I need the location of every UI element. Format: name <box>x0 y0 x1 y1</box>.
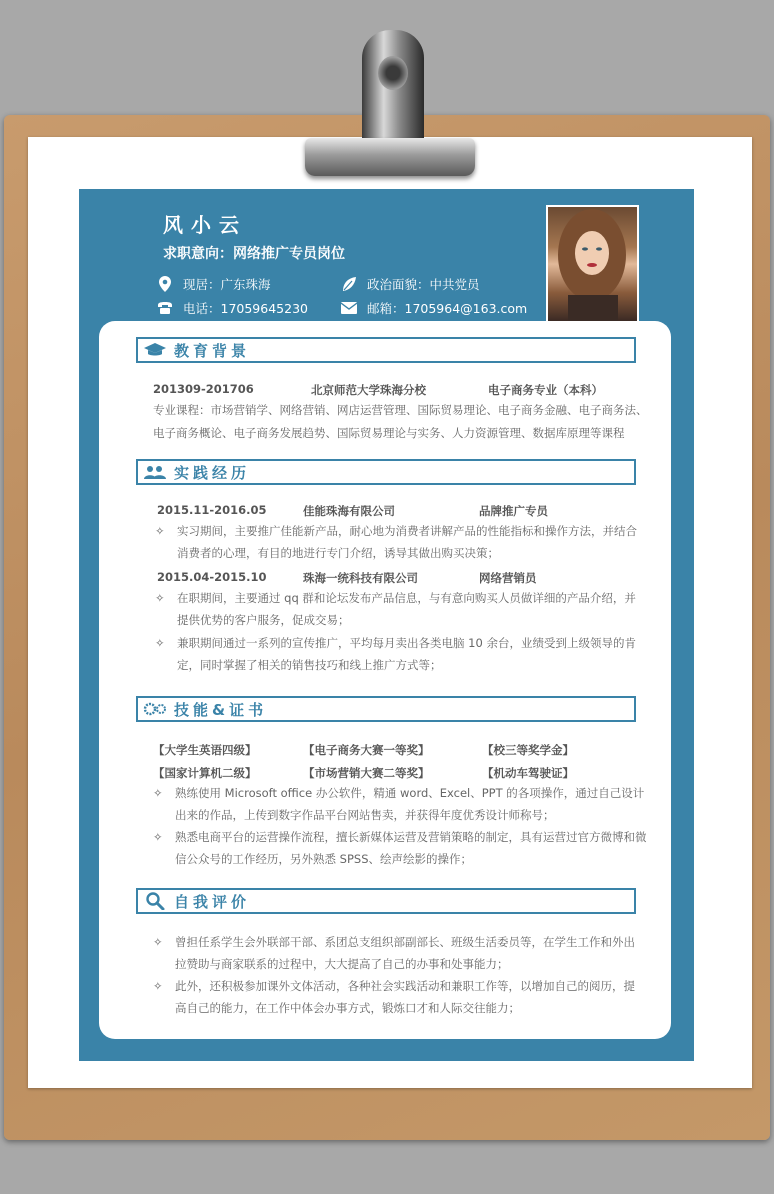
cert-3: 【校三等奖学金】 <box>482 743 574 757</box>
gears-icon <box>142 700 168 718</box>
people-icon <box>142 463 168 481</box>
job2-period: 2015.04-2015.10 <box>157 570 267 584</box>
self-eval-desc2-line2: 高自己的能力，在工作中体会办事方式，锻炼口才和人际交往能力； <box>175 1001 520 1015</box>
politics-info <box>341 275 480 293</box>
mail-icon <box>341 300 357 316</box>
bullet-mark-icon: ✧ <box>153 935 163 949</box>
phone-icon <box>157 300 173 316</box>
skills-desc1-line1: 熟练使用 Microsoft office 办公软件，精通 word、Excel、PPT 的各项操作，通过自己设计 <box>175 786 645 800</box>
job2-desc1-line1: 在职期间，主要通过 qq 群和论坛发布产品信息，与有意向购买人员做详细的产品介绍，并 <box>177 591 636 605</box>
profile-photo <box>546 205 639 323</box>
job1-period: 2015.11-2016.05 <box>157 503 267 517</box>
phone-info <box>157 299 308 317</box>
location-icon <box>157 276 173 292</box>
job1-company: 佳能珠海有限公司 <box>303 504 395 518</box>
edu-courses-line1: 专业课程：市场营销学、网络营销、网店运营管理、国际贸易理论、电子商务金融、电子商务法、 <box>153 403 648 417</box>
job2-desc1-line2: 提供优势的客户服务，促成交易； <box>177 613 350 627</box>
bullet-mark-icon: ✧ <box>155 591 165 605</box>
job2-position: 网络营销员 <box>479 571 537 585</box>
cert-2: 【电子商务大赛一等奖】 <box>303 743 430 757</box>
skills-desc1 <box>153 782 655 826</box>
section-practice-title <box>136 459 636 485</box>
leaf-icon <box>341 276 357 292</box>
section-education-label: 教育背景 <box>174 341 251 360</box>
job1-desc-line1: 实习期间，主要推广佳能新产品，耐心地为消费者讲解产品的性能指标和操作方法，并结合 <box>177 524 637 538</box>
job2-company: 珠海一统科技有限公司 <box>303 571 418 585</box>
job2-desc1 <box>155 587 657 631</box>
job2-desc2 <box>155 632 657 676</box>
politics-text: 政治面貌：中共党员 <box>367 277 480 292</box>
job2-desc2-line1: 兼职期间通过一系列的宣传推广，平均每月卖出各类电脑 10 余台，业绩受到上级领导的肯 <box>177 636 636 650</box>
section-education-title <box>136 337 636 363</box>
cert-6: 【机动车驾驶证】 <box>482 766 574 780</box>
section-skills-label: 技能&证书 <box>174 700 268 719</box>
bullet-mark-icon: ✧ <box>153 786 163 800</box>
self-eval-desc1-line1: 曾担任系学生会外联部干部、系团总支组织部副部长、班级生活委员等，在学生工作和外出 <box>175 935 635 949</box>
resume-header <box>79 189 694 339</box>
skills-desc1-line2: 出来的作品，上传到数字作品平台网站售卖，并获得年度优秀设计师称号； <box>175 808 555 822</box>
edu-school: 北京师范大学珠海分校 <box>311 383 426 397</box>
self-eval-desc2 <box>153 975 655 1019</box>
graduation-cap-icon <box>142 341 168 359</box>
edu-major: 电子商务专业（本科） <box>488 383 603 397</box>
job2-desc2-line2: 定，同时掌握了相关的销售技巧和线上推广方式等； <box>177 658 442 672</box>
bullet-mark-icon: ✧ <box>155 524 165 538</box>
edu-courses-line2: 电子商务概论、电子商务发展趋势、国际贸易理论与实务、人力资源管理、数据库原理等课程 <box>153 426 625 440</box>
self-eval-desc1-line2: 拉赞助与商家联系的过程中，大大提高了自己的办事和处事能力； <box>175 957 509 971</box>
section-self-eval-label: 自我评价 <box>174 892 251 911</box>
search-icon <box>142 892 168 910</box>
job1-position: 品牌推广专员 <box>479 504 548 518</box>
section-practice-label: 实践经历 <box>174 463 251 482</box>
cert-1: 【大学生英语四级】 <box>153 743 257 757</box>
bullet-mark-icon: ✧ <box>153 830 163 844</box>
binder-clip <box>305 138 475 176</box>
self-eval-desc2-line1: 此外，还积极参加课外文体活动，各种社会实践活动和兼职工作等，以增加自己的阅历，提 <box>175 979 635 993</box>
cert-4: 【国家计算机二级】 <box>153 766 257 780</box>
cert-5: 【市场营销大赛二等奖】 <box>303 766 430 780</box>
phone-text: 电话：17059645230 <box>183 301 308 316</box>
bullet-mark-icon: ✧ <box>153 979 163 993</box>
section-self-eval-title <box>136 888 636 914</box>
section-skills-title <box>136 696 636 722</box>
email-info <box>341 299 527 317</box>
skills-desc2-line1: 熟悉电商平台的运营操作流程，擅长新媒体运营及营销策略的制定，具有运营过官方微博和微 <box>175 830 647 844</box>
email-text: 邮箱：1705964@163.com <box>367 301 528 316</box>
bullet-mark-icon: ✧ <box>155 636 165 650</box>
candidate-name: 风小云 <box>163 213 247 237</box>
residence-text: 现居：广东珠海 <box>183 277 271 292</box>
edu-period: 201309-201706 <box>153 382 254 396</box>
skills-desc2 <box>153 826 655 870</box>
job1-desc <box>155 520 657 564</box>
residence-info <box>157 275 271 293</box>
resume <box>79 189 694 1061</box>
job1-desc-line2: 消费者的心理，有目的地进行专门介绍，诱导其做出购买决策； <box>177 546 499 560</box>
job-intent: 求职意向：网络推广专员岗位 <box>163 246 345 262</box>
self-eval-desc1 <box>153 931 655 975</box>
clip-hole <box>378 56 408 90</box>
clip-arm <box>362 30 424 150</box>
skills-desc2-line2: 信公众号的工作经历，另外熟悉 SPSS、绘声绘影的操作； <box>175 852 472 866</box>
resume-content <box>99 321 671 1039</box>
